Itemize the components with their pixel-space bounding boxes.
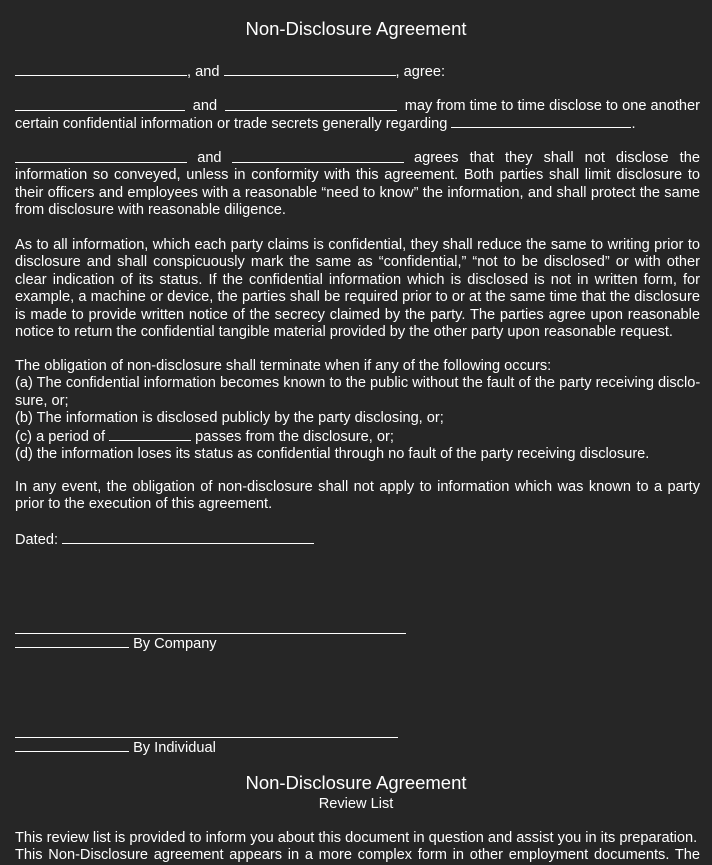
- blank-p1-party-1[interactable]: [15, 98, 185, 111]
- p4-a-line2: sure, or;: [15, 392, 69, 409]
- paragraph-1: [15, 98, 700, 134]
- blank-individual-name[interactable]: [15, 739, 129, 752]
- review-subtitle: Review List: [318, 796, 394, 812]
- blank-p2-party-1[interactable]: [15, 150, 187, 163]
- individual-signature-block: [15, 739, 700, 757]
- paragraph-3: As to all information, which each party claims is confidential, they shall reduce the same to writing prior to disclosure and shall conspicuously mark the same as “confidential,” “not to be disclosed” or with other clear indication of its status. If the confidential information which is disclosed is not in written form, for example, a machine or device, the parties shall be required prior to or at the same time that the disclosure is made to provide written notice of the secrecy claimed by the party. The parties agree upon reasonable notice to return the confidential tangible material provided by the other party upon reasonable request.: [15, 237, 700, 341]
- dated-label: Dated:: [15, 532, 58, 548]
- p2-and: and: [197, 150, 222, 166]
- paragraph-4: [15, 358, 700, 463]
- by-company-label: By Company: [133, 636, 217, 652]
- p4-b: (b) The information is disclosed publicly by the party disclosing, or;: [15, 410, 444, 427]
- intro-agree: , agree:: [395, 64, 446, 80]
- p4-c-post: passes from the disclosure, or;: [195, 428, 394, 445]
- dated-line: [15, 531, 700, 549]
- p1-and: and: [192, 98, 218, 114]
- p1-period: .: [631, 116, 636, 133]
- blank-company-name[interactable]: [15, 635, 129, 648]
- review-line-2: This Non-Disclosure agreement appears in a more complex form in other employment documents. The: [15, 847, 700, 864]
- p4-d: (d) the information loses its status as confidential through no fault of the party receiving disclosure.: [15, 446, 650, 463]
- blank-p1-party-2[interactable]: [225, 98, 397, 111]
- p4-a-line1: (a) The confidential information becomes known to the public without the fault of the party receiving disclo-: [15, 375, 701, 392]
- blank-party-1[interactable]: [15, 63, 187, 76]
- p2-rest: information so conveyed, unless in conformity with this agreement. Both parties shall limit disclosure to their officers and employees with a reasonable “need to know” the information, and shall protect the same from disclosure with reasonable diligence.: [15, 167, 700, 219]
- intro-and: , and: [187, 64, 220, 80]
- p2-agrees: agrees that they shall not disclose the: [413, 150, 700, 166]
- blank-p1-subject[interactable]: [451, 115, 631, 128]
- document-title: Non-Disclosure Agreement: [245, 18, 467, 39]
- company-signature-line[interactable]: [15, 633, 406, 634]
- paragraph-2: [15, 150, 700, 220]
- blank-party-2[interactable]: [224, 63, 396, 76]
- review-line-1: This review list is provided to inform you about this document in question and assist you in its preparation.: [15, 830, 698, 846]
- company-signature-block: [15, 635, 700, 653]
- blank-date[interactable]: [62, 531, 314, 544]
- intro-line: [15, 63, 700, 81]
- review-title: Non-Disclosure Agreement: [245, 772, 467, 793]
- p1-may-disclose: may from time to time disclose to one another: [404, 98, 700, 114]
- by-individual-label: By Individual: [133, 740, 216, 756]
- p1-line2: certain confidential information or trade secrets generally regarding: [15, 116, 448, 133]
- individual-signature-line[interactable]: [15, 737, 398, 738]
- p4-c-pre: (c) a period of: [15, 428, 106, 445]
- paragraph-5: In any event, the obligation of non-disclosure shall not apply to information which was known to a party prior to the execution of this agreement.: [15, 479, 700, 513]
- blank-p2-party-2[interactable]: [232, 150, 404, 163]
- review-intro: [15, 830, 700, 865]
- blank-period[interactable]: [109, 428, 191, 441]
- p4-lead: The obligation of non-disclosure shall terminate when if any of the following occurs:: [15, 358, 552, 374]
